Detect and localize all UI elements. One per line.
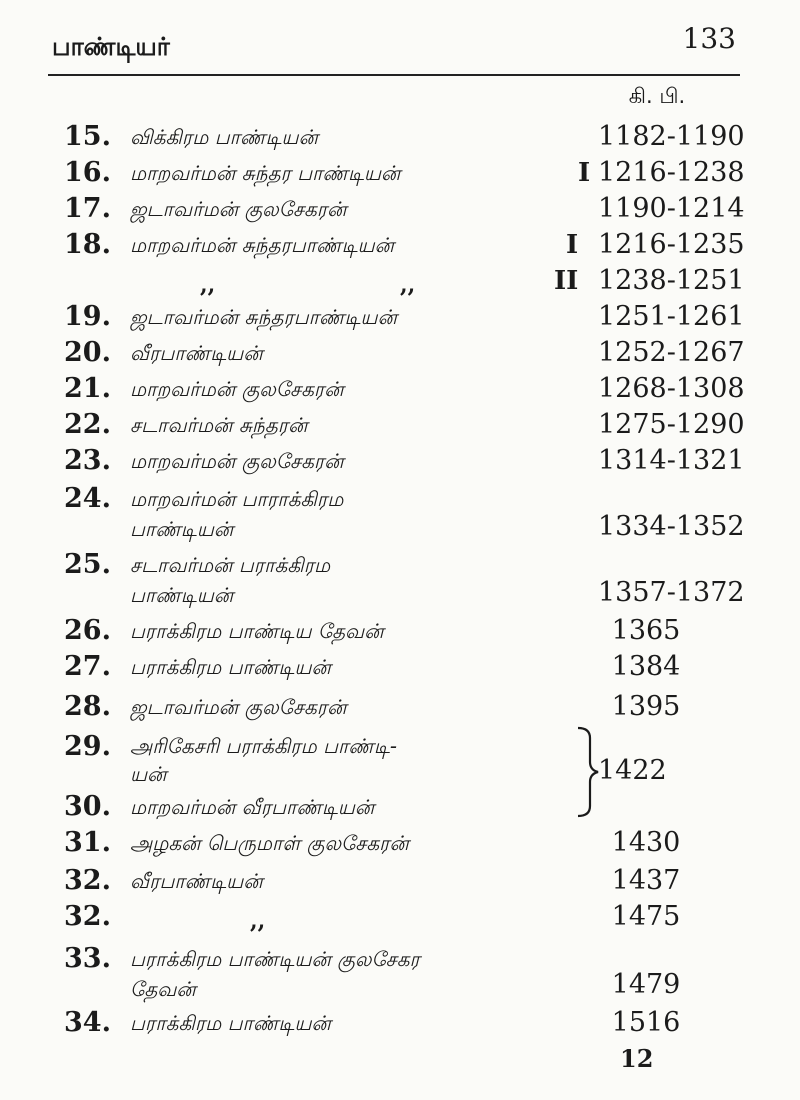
entry-name	[130, 944, 600, 1004]
entry-date: 1475	[611, 901, 681, 932]
entry-name: மாறவர்மன் குலசேகரன்	[130, 377, 344, 401]
entry-number: 21.	[64, 373, 111, 404]
group-date: 1422	[598, 755, 667, 786]
entry-number: 25.	[64, 549, 111, 580]
entry-name: சடாவர்மன் சுந்தரன்	[130, 413, 308, 437]
entry-date: 1437	[611, 865, 681, 896]
entry-number: 31.	[64, 827, 111, 858]
entry-date: 1216-1235	[598, 229, 745, 260]
regnal-numeral: I	[578, 158, 591, 188]
entry-date: 1479	[611, 969, 681, 1000]
entry-name: பராக்கிரம பாண்டிய தேவன்	[130, 619, 384, 643]
entry-name-line: பராக்கிரம பாண்டியன் குலசேகர	[130, 947, 420, 971]
entry-name-line: சடாவர்மன் பராக்கிரம	[130, 553, 331, 577]
entry-name: வீரபாண்டியன்	[130, 341, 263, 365]
entry-name: அழகன் பெருமாள் குலசேகரன்	[130, 831, 409, 855]
entry-date: 1190-1214	[598, 193, 745, 224]
entry-number: 30.	[64, 791, 111, 822]
entry-name	[130, 550, 600, 610]
page-number: 133	[682, 22, 736, 55]
regnal-numeral: II	[554, 266, 579, 296]
entry-date: 1216-1238	[598, 157, 745, 188]
entry-name: ஜடாவர்மன் குலசேகரன்	[130, 695, 347, 719]
entry-number: 28.	[64, 691, 111, 722]
header-rule	[48, 74, 740, 76]
entry-name-line: பாண்டியன்	[130, 583, 234, 607]
entry-name: பராக்கிரம பாண்டியன்	[130, 1011, 331, 1035]
ditto-mark: ,,	[250, 908, 266, 934]
entry-date: 1268-1308	[598, 373, 745, 404]
entry-number: 20.	[64, 337, 111, 368]
entry-name-line: பாண்டியன்	[130, 517, 234, 541]
entry-number: 26.	[64, 615, 111, 646]
era-label: கி. பி.	[628, 84, 686, 108]
entry-number: 18.	[64, 229, 111, 260]
entry-number: 32.	[64, 901, 111, 932]
entry-date: 1252-1267	[598, 337, 745, 368]
entry-date: 1357-1372	[598, 577, 745, 608]
entry-number: 29.	[64, 731, 111, 762]
entry-date: 1275-1290	[598, 409, 745, 440]
entry-name: மாறவர்மன் வீரபாண்டியன்	[130, 795, 375, 819]
entry-name: மாறவர்மன் சுந்தரபாண்டியன்	[130, 233, 395, 257]
entry-number: 15.	[64, 121, 111, 152]
entry-name: ஜடாவர்மன் சுந்தரபாண்டியன்	[130, 305, 397, 329]
entry-name-line: அரிகேசரி பராக்கிரம பாண்டி-	[130, 734, 397, 758]
entry-name-line: யன்	[130, 762, 167, 786]
entry-date: 1516	[611, 1007, 681, 1038]
entry-name: வீரபாண்டியன்	[130, 869, 263, 893]
entry-name-line: தேவன்	[130, 977, 196, 1001]
entry-date: 1365	[611, 615, 681, 646]
entry-number: 17.	[64, 193, 111, 224]
entry-date: 1395	[611, 691, 681, 722]
entry-number: 34.	[64, 1007, 111, 1038]
entry-number: 32.	[64, 865, 111, 896]
entry-name-line: மாறவர்மன் பாராக்கிரம	[130, 487, 344, 511]
entry-number: 23.	[64, 445, 111, 476]
page-title: பாண்டியர்	[52, 32, 170, 61]
entry-name: ஜடாவர்மன் குலசேகரன்	[130, 197, 347, 221]
entry-number: 19.	[64, 301, 111, 332]
entry-date: 1251-1261	[598, 301, 745, 332]
entry-date: 1238-1251	[598, 265, 745, 296]
entry-date: 1314-1321	[598, 445, 745, 476]
entry-number: 33.	[64, 943, 111, 974]
grouping-brace	[574, 726, 600, 818]
entry-name: பராக்கிரம பாண்டியன்	[130, 655, 331, 679]
entry-date: 1384	[611, 651, 681, 682]
ditto-mark: ,,	[200, 272, 216, 298]
entry-name: மாறவர்மன் சுந்தர பாண்டியன்	[130, 161, 401, 185]
entry-number: 27.	[64, 651, 111, 682]
regnal-numeral: I	[566, 230, 579, 260]
entry-name	[130, 484, 600, 544]
entry-number: 22.	[64, 409, 111, 440]
entry-name: மாறவர்மன் குலசேகரன்	[130, 449, 344, 473]
entry-number: 24.	[64, 483, 111, 514]
entry-number: 16.	[64, 157, 111, 188]
entry-name: விக்கிரம பாண்டியன்	[130, 125, 318, 149]
ditto-mark: ,,	[400, 272, 416, 298]
entry-date: 1182-1190	[598, 121, 745, 152]
signature-mark: 12	[620, 1044, 654, 1073]
entry-date: 1430	[611, 827, 681, 858]
entry-date: 1334-1352	[598, 511, 745, 542]
entry-name	[130, 732, 600, 788]
